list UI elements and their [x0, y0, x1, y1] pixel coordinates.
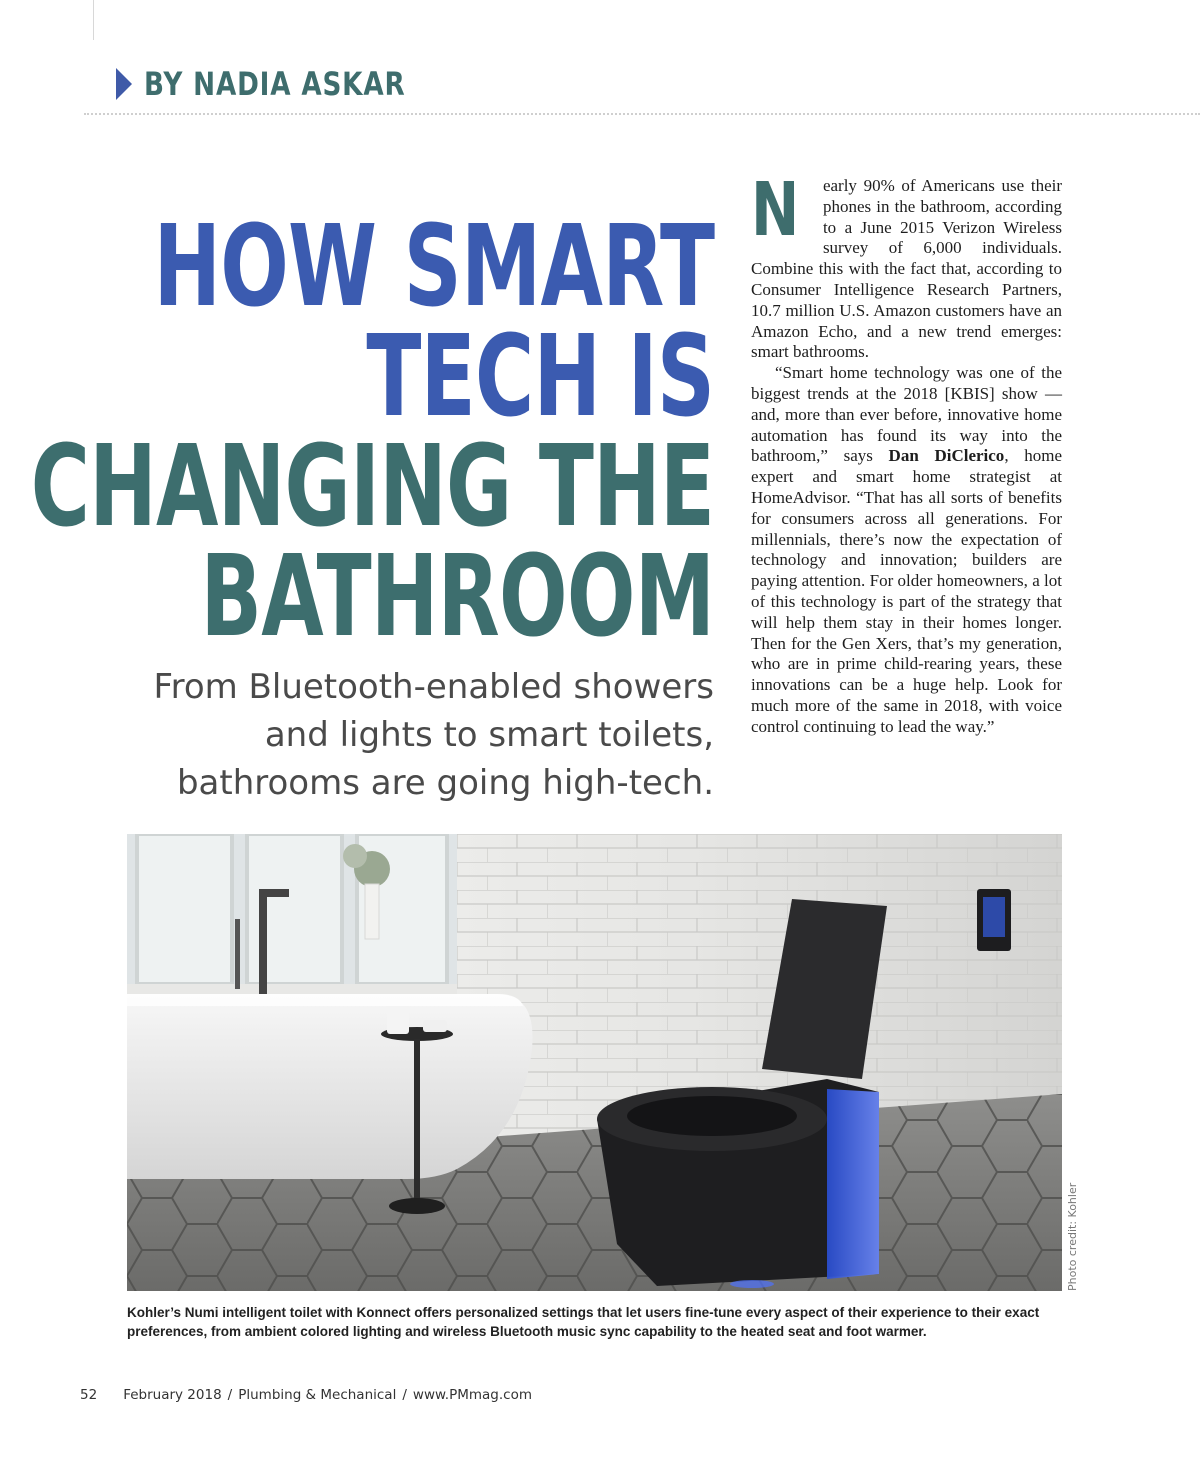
deck-line-1: From Bluetooth-enabled showers [153, 667, 714, 707]
bathroom-photo [127, 834, 1062, 1291]
body-paragraph-1-text: early 90% of Americans use their phones in the bathroom, according to a June 2015 Verizon Wireless survey of 6,000 individuals. Combine this with the fact that, according to Consumer Intelligence Research Partners, 10.7 million U.S. Amazon customers have an Amazon Echo, and a new trend emerges: smart bathrooms. [751, 176, 1062, 362]
footer-separator: / [227, 1387, 233, 1403]
body-paragraph-2-start: “Smart home technology was one of the biggest trends at the 2018 [KBIS] show — and, more than ever before, innovative home automation has found its way into the bathroom,” says [751, 363, 1062, 466]
body-paragraph-2 [751, 363, 1062, 737]
photo-credit: Photo credit: Kohler [1066, 1182, 1079, 1291]
page-number: 52 [80, 1387, 98, 1403]
byline [116, 64, 463, 104]
headline [0, 202, 714, 662]
headline-line-4: BATHROOM [200, 532, 714, 662]
headline-line-2: TECH IS [366, 312, 714, 442]
quoted-person-name: Dan DiClerico [888, 446, 1005, 466]
body-paragraph-2-end: , home expert and smart home strategist at HomeAdvisor. “That has all sorts of benefits for consumers across all generations. For millennials, there’s now the expectation of technology and innovation; builders are paying attention. For older homeowners, a lot of this technology is part of the strategy that will help them stay in their homes longer. Then for the Gen Xers, that’s my generation, who are in prime child-rearing years, these innovations can be a huge help. Look for much more of the same in 2018, with voice control continuing to lead the way.” [751, 446, 1062, 736]
page-footer [80, 1387, 532, 1403]
article-body [751, 167, 1062, 738]
byline-text: BY NADIA ASKAR [144, 65, 406, 103]
footer-separator: / [402, 1387, 407, 1403]
issue-date: February 2018 [123, 1387, 222, 1403]
byline-arrow-icon [116, 68, 132, 100]
headline-line-1: HOW SMART [153, 202, 714, 332]
publication-name: Plumbing & Mechanical [238, 1387, 397, 1403]
website-link[interactable]: www.PMmag.com [412, 1387, 532, 1403]
dotted-divider [84, 113, 1200, 115]
photo-caption: Kohler’s Numi intelligent toilet with Konnect offers personalized settings that let users fine-tune every aspect of their experience to their exact preferences, from ambient colored lighting and wireless Bluetooth music sync capability to the heated seat and foot warmer. [127, 1305, 1040, 1339]
deck-line-3: bathrooms are going high-tech. [176, 763, 714, 803]
drop-cap: N [751, 167, 800, 253]
deck-line-2: and lights to smart toilets, [264, 715, 714, 755]
body-paragraph-1 [751, 167, 1062, 363]
deck-subhead [14, 663, 714, 807]
margin-rule [93, 0, 94, 40]
headline-line-3: CHANGING THE [30, 422, 714, 552]
